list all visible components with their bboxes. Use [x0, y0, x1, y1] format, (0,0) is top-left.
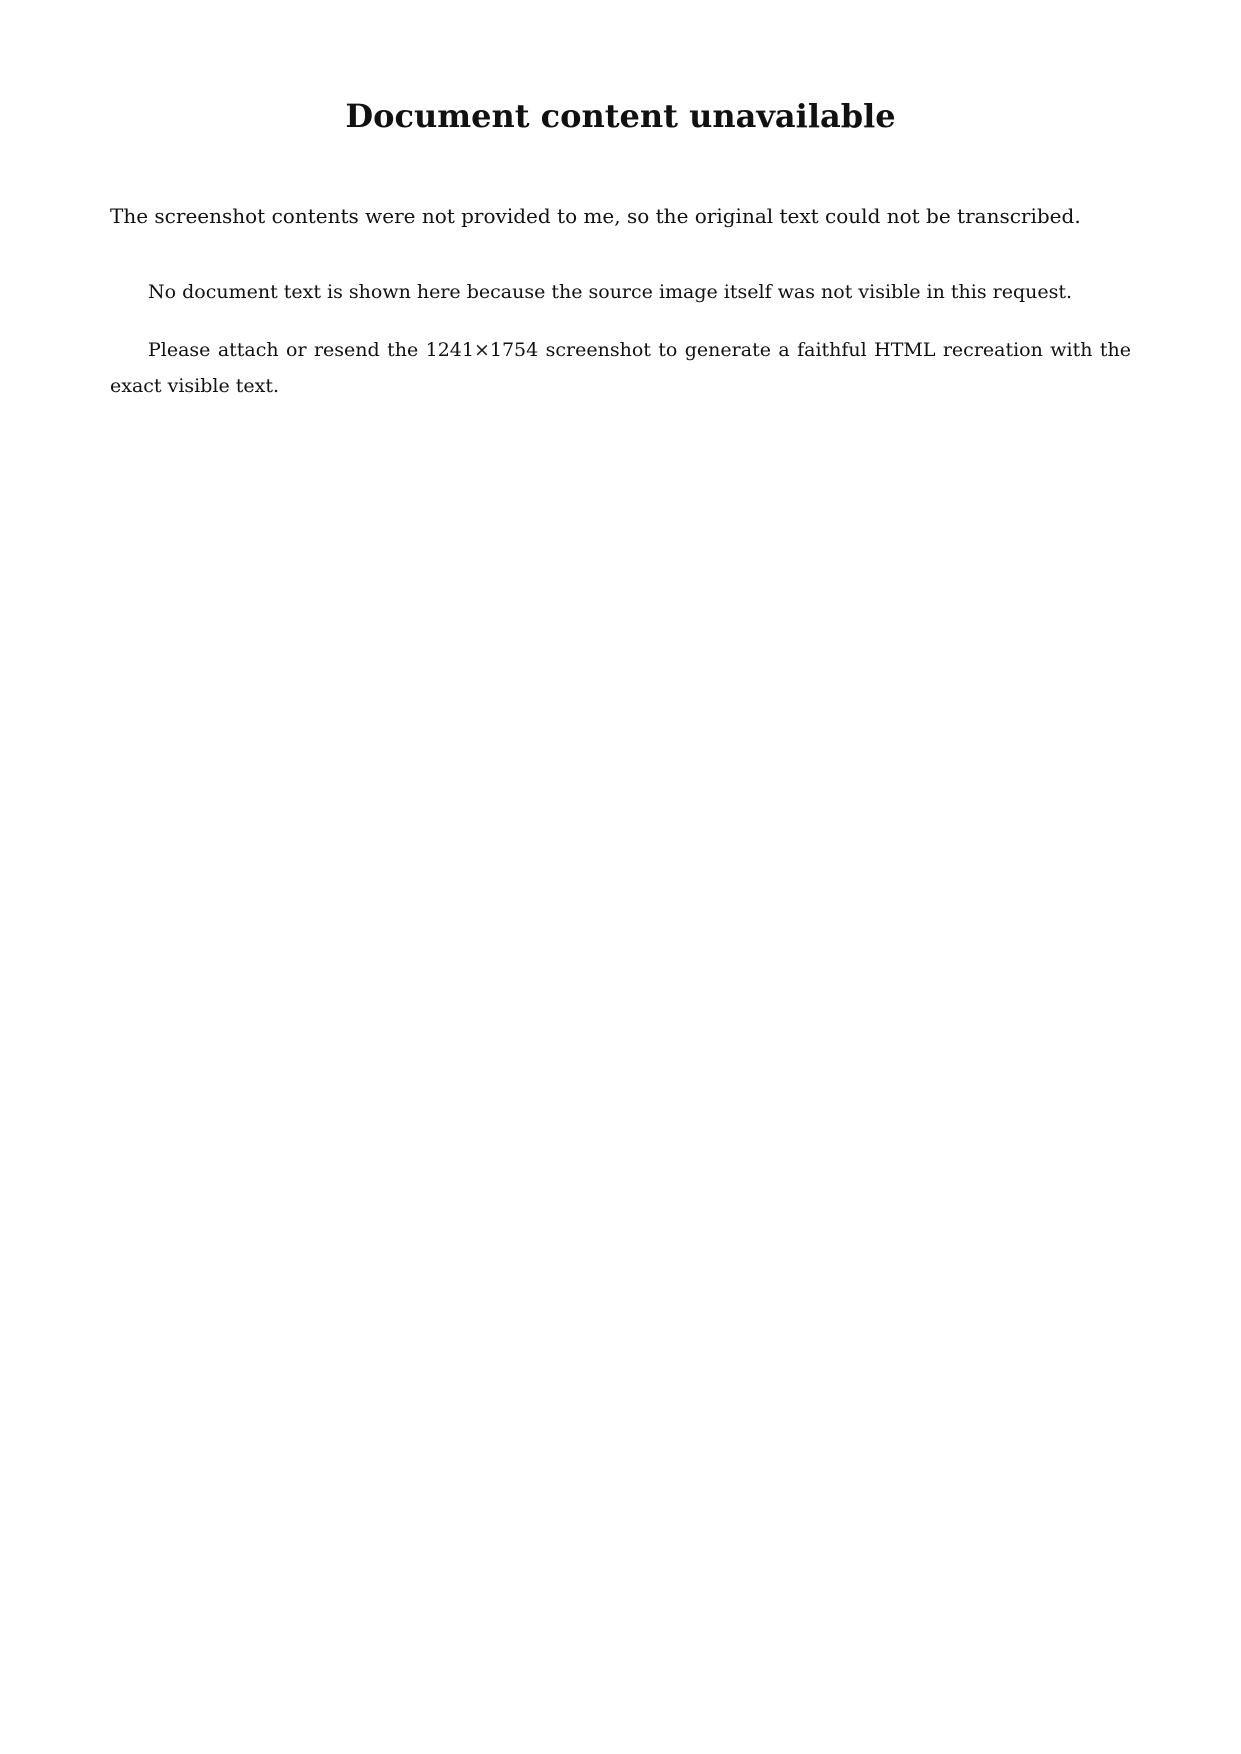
body-paragraph: Please attach or resend the 1241×1754 screenshot to generate a faithful HTML recreation with the exact visible text. — [110, 339, 1131, 398]
document-body — [110, 274, 1131, 404]
body-paragraph: No document text is shown here because the source image itself was not visible in this request. — [148, 281, 1073, 303]
document-title: Document content unavailable — [345, 97, 896, 135]
document-subtitle: The screenshot contents were not provided to me, so the original text could not be transcribed. — [110, 204, 1081, 228]
